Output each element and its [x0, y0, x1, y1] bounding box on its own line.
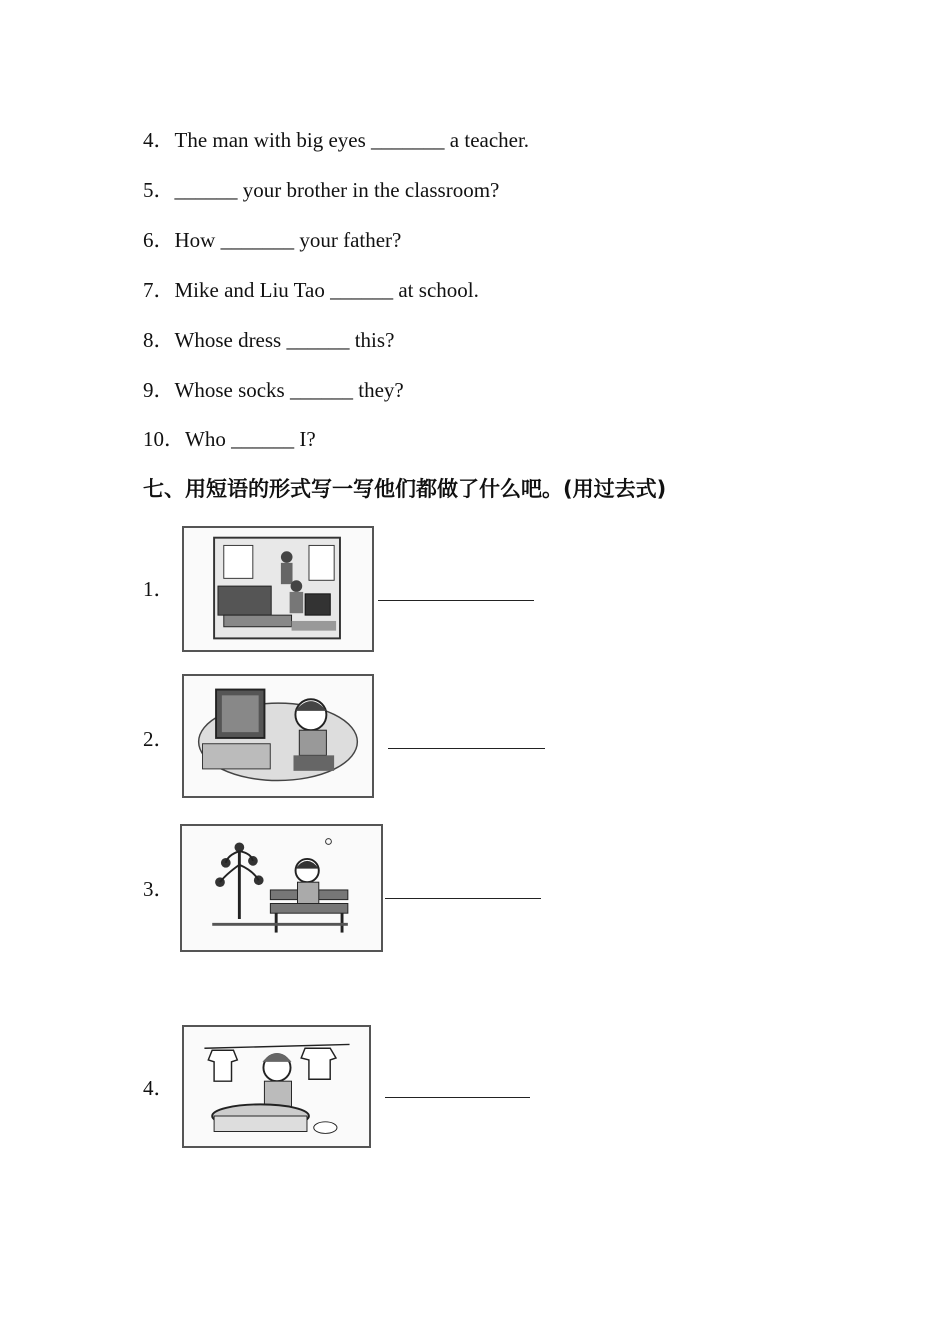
fill-item-6: 6．How _______ your father?: [143, 228, 402, 252]
picture-item-2-number: 2．: [143, 727, 175, 751]
boy-washing-clothes-icon: [184, 1027, 369, 1146]
picture-item-3-number: 3．: [143, 877, 175, 901]
answer-blank-3[interactable]: [385, 898, 541, 899]
girl-reading-on-bench-icon: [182, 826, 381, 950]
answer-blank-2[interactable]: [388, 748, 545, 749]
family-computer-room-icon: [184, 528, 372, 650]
answer-blank-4[interactable]: [385, 1097, 530, 1098]
fill-item-5: 5．______ your brother in the classroom?: [143, 178, 500, 202]
girl-reading-on-bench-picture: [180, 824, 383, 952]
boy-watching-tv-picture: [182, 674, 374, 798]
section-heading: 七、用短语的形式写一写他们都做了什么吧。(用过去式): [143, 477, 667, 501]
family-computer-room-picture: [182, 526, 374, 652]
fill-item-4: 4．The man with big eyes _______ a teacher.: [143, 128, 530, 152]
picture-item-1-number: 1．: [143, 577, 175, 601]
answer-blank-1[interactable]: [378, 600, 534, 601]
picture-item-4-number: 4．: [143, 1076, 175, 1100]
fill-item-8: 8．Whose dress ______ this?: [143, 328, 395, 352]
fill-item-9: 9．Whose socks ______ they?: [143, 378, 404, 402]
fill-item-10: 10．Who ______ I?: [143, 427, 316, 451]
fill-item-7: 7．Mike and Liu Tao ______ at school.: [143, 278, 479, 302]
boy-watching-tv-icon: [184, 676, 372, 796]
boy-washing-clothes-picture: [182, 1025, 371, 1148]
